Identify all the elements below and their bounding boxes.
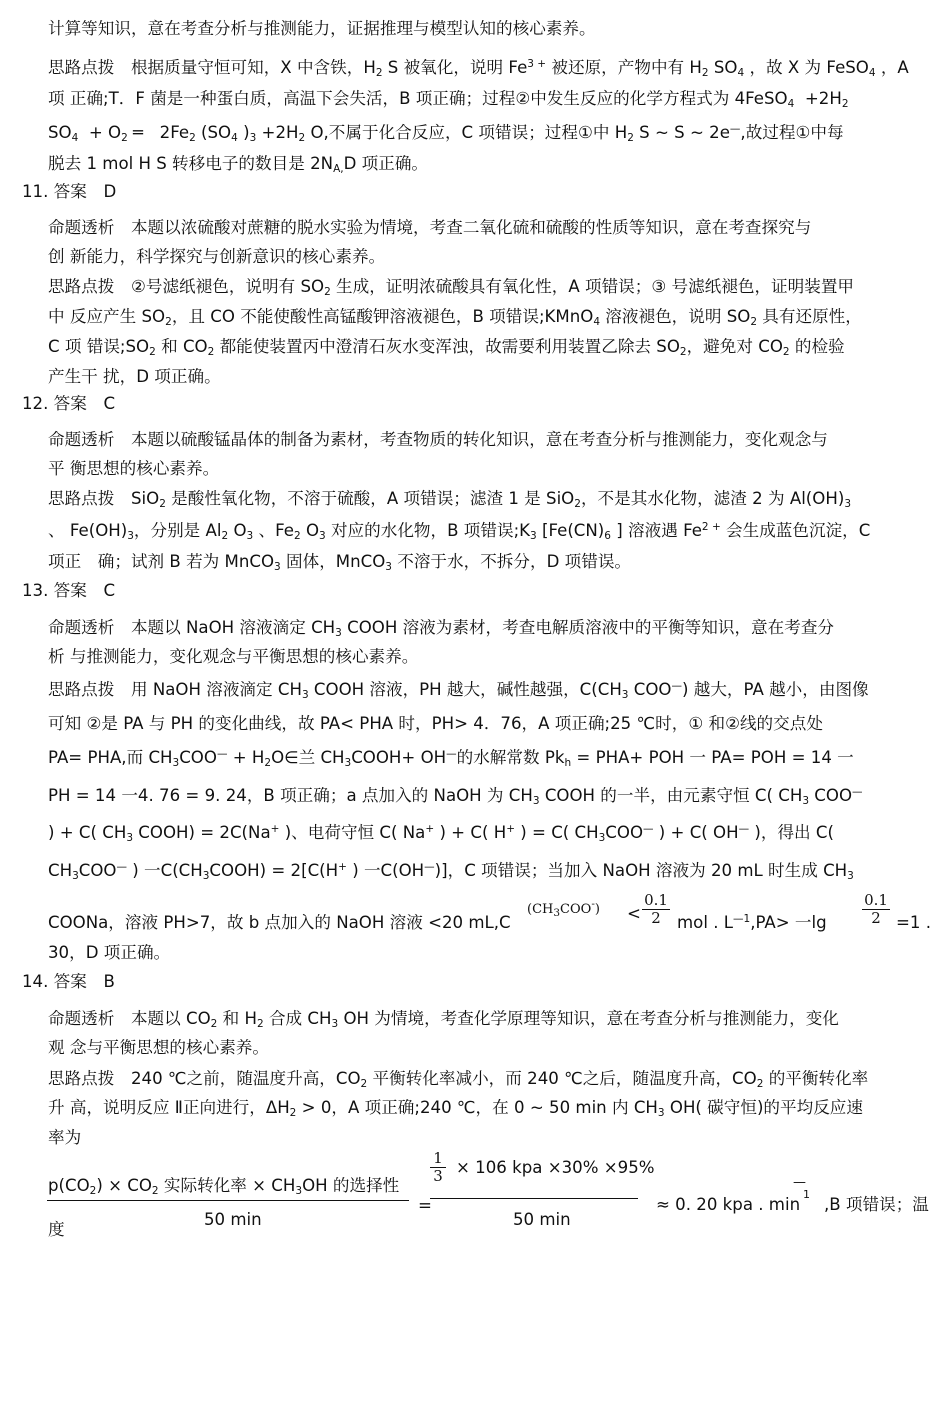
text-line: 计算等知识，意在考查分析与推测能力，证据推理与模型认知的核心素养。	[48, 19, 596, 38]
text-line: 命题透析 本题以 NaOH 溶液滴定 $CH_3$ COOH 溶液为素材，考查电解质溶液中的平衡等知识，意在考查分	[48, 618, 835, 639]
formula-left-numerator: $p(CO_2) \times CO_2$ 实际转化率 × $CH_3OH$ 的选择性	[48, 1176, 400, 1197]
fraction-1-over-3: 1 3	[430, 1150, 446, 1185]
answer-heading-14: 14. 答案 B	[22, 972, 115, 991]
text-line: 思路点拨 根据质量守恒可知，X 中含铁，$H_2$ S 被氧化，说明 $Fe^{3 +}$ 被还原，产物中有 $H_2$ $SO_4$ ，故 X 为 FeSO$_4$ ，A	[48, 58, 909, 79]
text-line: 观 念与平衡思想的核心素养。	[48, 1038, 269, 1057]
text-line: 创 新能力，科学探究与创新意识的核心素养。	[48, 247, 386, 266]
text-line: 项 正确;T．F 菌是一种蛋白质，高温下会失活，B 项正确；过程②中发生反应的化学方程式为 4FeSO$_4$ $+2H_2$	[48, 89, 849, 110]
text-line: C 项 错误$;SO_2$ 和 $CO_2$ 都能使装置丙中澄清石灰水变浑浊，故需要利用装置乙除去 $SO_2$，避免对 $CO_2$ 的检验	[48, 337, 845, 358]
formula-right-numerator: × 106 kpa ×30% ×95%	[456, 1158, 655, 1177]
unit-text: mol . $L^{—1},PA>$ 一lg	[677, 913, 827, 932]
text-line: 思路点拨 SiO$_2$ 是酸性氧化物，不溶于硫酸，A 项错误；滤渣 1 是 SiO$_2$，不是其水化物，滤渣 2 为 $Al(OH)_3$	[48, 489, 851, 510]
text-line: 平 衡思想的核心素养。	[48, 459, 220, 478]
text-line: 项正 确；试剂 B 若为 MnCO$_3$ 固体，MnCO$_3$ 不溶于水，不拆分，D 项错误。	[48, 552, 632, 573]
fraction-bar	[430, 1198, 638, 1199]
answer-heading-11: 11. 答案 D	[22, 182, 117, 201]
text-line: 命题透析 本题以硫酸锰晶体的制备为素材，考查物质的转化知识，意在考查分析与推测能力，变化观念与	[48, 430, 828, 449]
equals-sign: =	[418, 1196, 432, 1215]
text-line: 30，D 项正确。	[48, 943, 171, 962]
text-line: ,B 项错误；温	[824, 1195, 929, 1214]
text-line: 度	[48, 1220, 65, 1239]
exponent-value: 1	[803, 1188, 810, 1201]
text-line: 升 高，说明反应 Ⅱ正向进行，$\Delta H_2 > 0$，A 项正确;240 ℃，在 0 ~ 50 min 内 $CH_3$ OH( 碳守恒)的平均反应速	[48, 1098, 863, 1119]
text-line: PH = 14 一4. 76 = 9. 24，B 项正确；a 点加入的 NaOH 为 $CH_3$ COOH 的一半，由元素守恒 C( $CH_3$ COO—	[48, 786, 863, 807]
formula-result: ≈ 0. 20 kpa . min	[656, 1195, 801, 1214]
formula-right-denominator: 50 min	[513, 1210, 571, 1229]
fraction-bar	[47, 1200, 409, 1201]
text-line: COONa，溶液 PH>7，故 b 点加入的 NaOH 溶液 <20 mL,C	[48, 913, 511, 932]
text-line: =1 .	[896, 913, 932, 932]
text-line: $CH_3COO^—$ ) 一$C(CH_3COOH) = 2[C(H^+$ ) 一C(OH—)]，C 项错误；当加入 NaOH 溶液为 20 mL 时生成 $CH_3$	[48, 861, 854, 882]
formula-left-denominator: 50 min	[204, 1210, 262, 1229]
text-line: 思路点拨 ②号滤纸褪色，说明有 $SO_2$ 生成，证明浓硫酸具有氧化性，A 项错误；③ 号滤纸褪色，证明装置甲	[48, 277, 855, 298]
text-line: 率为	[48, 1128, 82, 1147]
text-line: 思路点拨 用 NaOH 溶液滴定 $CH_3$ COOH 溶液，PH 越大，碱性越强，$C(CH_3$ COO—) 越大，PA 越小，由图像	[48, 680, 869, 701]
answer-heading-13: 13. 答案 C	[22, 581, 116, 600]
text-line: 中 反应产生 $SO_2$，且 CO 不能使酸性高锰酸钾溶液褪色，B 项错误;KMnO$_4$ 溶液褪色，说明 $SO_2$ 具有还原性，	[48, 307, 862, 328]
text-line: 析 与推测能力，变化观念与平衡思想的核心素养。	[48, 647, 419, 666]
answer-heading-12: 12. 答案 C	[22, 394, 116, 413]
text-line: 脱去 1 mol H S 转移电子的数目是 $2N_{A,}D$ 项正确。	[48, 154, 429, 175]
text-line: $SO_4 + O_2$ ═ $2Fe_2$ ($SO_4$ )$_3 +2H_2$ O,不属于化合反应，C 项错误；过程①中 $H_2$ S ~ S ~ 2e—,故过程①中每	[48, 123, 844, 144]
exponent-sign: —	[793, 1175, 806, 1190]
text-line: PA= PHA,而 $CH_3COO^—$ + $H_2O\in$兰 $CH_3COOH+ OH^—$的水解常数 $Pk_h = PHA+$ POH 一 PA= POH = 14 一	[48, 748, 854, 769]
text-line: ) + C( $CH_3$ COOH) = 2C(Na+ )、电荷守恒 C( Na+ ) + C( H+ ) = C( $CH_3COO^—$ ) + C( OH— )，得出 C(	[48, 823, 834, 844]
fraction-0.1-over-2: 0.1 2	[642, 892, 670, 927]
concentration-expression: $(CH_3COO^-)$	[527, 898, 600, 919]
text-line: 思路点拨 240 ℃之前，随温度升高，$CO_2$ 平衡转化率减小，而 240 ℃之后，随温度升高，$CO_2$ 的平衡转化率	[48, 1069, 869, 1090]
text-line: 命题透析 本题以浓硫酸对蔗糖的脱水实验为情境，考查二氧化硫和硫酸的性质等知识，意在考查探究与	[48, 218, 812, 237]
text-line: 、 $Fe(OH)_3$，分别是 $Al_2$ $O_3$ 、$Fe_2$ $O_3$ 对应的水化物，B 项错误$;K_3$ [$Fe(CN)_6$ ] 溶液遇 $Fe^{2 +}$ 会生成蓝色沉淀，C	[48, 521, 871, 542]
less-than-sign: <	[627, 904, 641, 923]
text-line: 产生干 扰，D 项正确。	[48, 367, 221, 386]
text-line: 可知 ②是 PA 与 PH 的变化曲线，故 PA< PHA 时，PH> 4．76，A 项正确;25 ℃时，① 和②线的交点处	[48, 714, 823, 733]
fraction-0.1-over-2: 0.1 2	[862, 892, 890, 927]
text-line: 命题透析 本题以 $CO_2$ 和 $H_2$ 合成 $CH_3$ OH 为情境，考查化学原理等知识，意在考查分析与推测能力，变化	[48, 1009, 839, 1030]
